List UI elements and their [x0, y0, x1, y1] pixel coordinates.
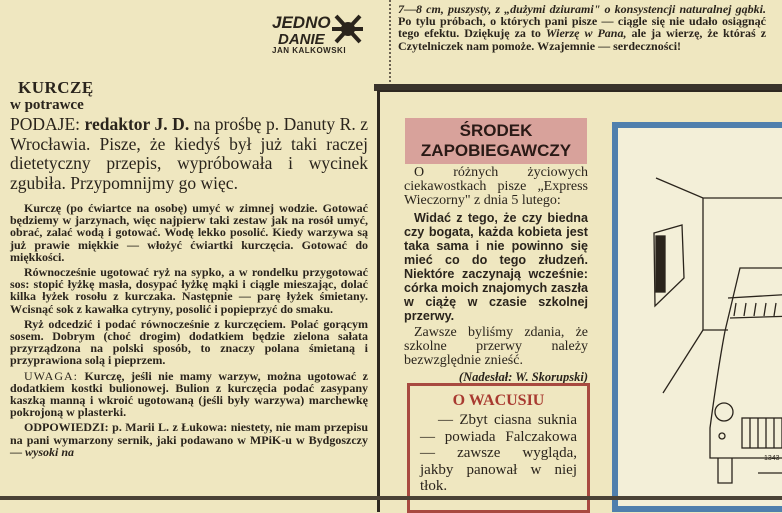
- answers-italic: wysoki na: [25, 444, 75, 459]
- continued-end: ale ja wierzę, że któraś z Czytelniczek nam pomoże. Wzajemnie — serdeczności!: [398, 26, 767, 53]
- srodek-title-line1: ŚRODEK: [459, 121, 533, 140]
- continued-text: Po tylu próbach, o których pani pisze — ciągle się nie udało osiągnąć tego efektu. Dziękuję za to: [398, 14, 766, 41]
- answers-recipient: p. Marii L. z Łukowa:: [112, 420, 228, 435]
- recipe-subtitle: w potrawce: [10, 97, 84, 113]
- car-in-room-illustration: [618, 128, 782, 508]
- note-text: Kurczę, jeśli nie mamy warzyw, można ugotować z dodatkiem kostki bulionowej. Bulion z kurczęcia podać zasypany kaszką manną i wkroić ugotowaną (jeśli były warzywa) marchewkę pokrojoną w plasterki.: [10, 368, 368, 420]
- lead-author: redaktor J. D.: [84, 114, 190, 134]
- wacusiu-text: — Zbyt ciasna suknia — powiada Falczakowa — zawsze wygląda, jakby panował w niej tłok.: [420, 412, 577, 494]
- answers-text: niestety, nie mam przepisu na pani wymarzony sernik, jaki podawano w MPiK-u w Bydgoszczy —: [10, 420, 369, 459]
- wacusiu-title: O WACUSIU: [452, 392, 545, 409]
- recipe-answers: [10, 421, 368, 458]
- recipe-body: [10, 202, 368, 461]
- lead-text: na prośbę p. Danuty R. z Wrocławia. Pisze, że kiedyś był już taki raczej dietetyczny przepis, wypróbowała i wycinek zgubiła. Przypomnijmy go więc.: [10, 114, 368, 193]
- column-author: JAN KALKOWSKI: [272, 46, 347, 55]
- continued-italic: 7—8 cm, puszysty, z „dużymi dziurami" o konsystencji naturalnej gąbki.: [398, 2, 766, 16]
- svg-text:JEDNO: JEDNO: [272, 13, 331, 32]
- svg-text:DANIE: DANIE: [278, 31, 325, 48]
- column-logo: [270, 10, 364, 58]
- license-plate: 1343: [764, 455, 780, 462]
- recipe-paragraph: Ryż odcedzić i podać równocześnie z kurczęciem. Polać gorącym sosem. Dobrym (choć drogim) dodatkiem będzie zielona sałata przyrządzona na polski sposób, to znaczy polana śmietaną i przyprawiona solą i pieprzem.: [10, 316, 368, 368]
- page-edge: [0, 496, 782, 500]
- recipe-title: KURCZĘ: [18, 78, 94, 97]
- illustration-frame: [612, 122, 782, 512]
- srodek-article: [404, 166, 588, 386]
- recipe-paragraph: Kurczę (po ćwiartce na osobę) umyć w zimnej wodzie. Gotować będziemy w jarzynach, więc najpierw taki zestaw jak na rosół umyć, obrać, zalać wodą i gotować. Wodę lekko posolić. Kiedy warzywa są już prawie miękkie — włożyć ćwiartki kurczęcia. Gotować do miękkości.: [10, 201, 368, 264]
- srodek-intro: O różnych życiowych ciekawostkach pisze „Express Wieczorny" z dnia 5 lutego:: [404, 165, 588, 208]
- column-divider: [389, 0, 391, 82]
- srodek-quote: Widać z tego, że czy biedna czy bogata, każda kobieta jest taka sama i nie powinno się mieć co do tego złudzeń. Niektóre zaczynają wcześnie: córka moich znajomych zaszła w ciążę w czasie szkolnej przerwy.: [404, 211, 588, 323]
- continued-title: Wierzę w Pana,: [545, 26, 627, 41]
- recipe-paragraph: Równocześnie ugotować ryż na sypko, a w rondelku przygotować sos: stopić łyżkę masła, dosypać łyżkę mąki i ciągle mieszając, dolać kilka łyżek rosołu z kurczaka. Następnie — parę łyżek śmietany. Wcisnąć sok z kawałka cytryny, posolić i popieprzyć do smaku.: [10, 265, 368, 316]
- answers-label: ODPOWIEDZI:: [24, 420, 109, 435]
- lead-label: PODAJE:: [10, 114, 81, 134]
- srodek-title-line2: ZAPOBIEGAWCZY: [420, 141, 572, 160]
- srodek-signature: (Nadesłał: W. Skorupski): [458, 370, 588, 384]
- note-label: UWAGA:: [24, 368, 78, 383]
- srodek-header: [405, 118, 587, 164]
- srodek-comment: Zawsze byliśmy zdania, że szkolne przerwy należy bezwzględnie znieść.: [404, 325, 588, 368]
- wacusiu-box: [407, 383, 590, 513]
- recipe-note: [10, 370, 368, 419]
- recipe-continued: [398, 3, 766, 55]
- recipe-lead: [10, 115, 368, 193]
